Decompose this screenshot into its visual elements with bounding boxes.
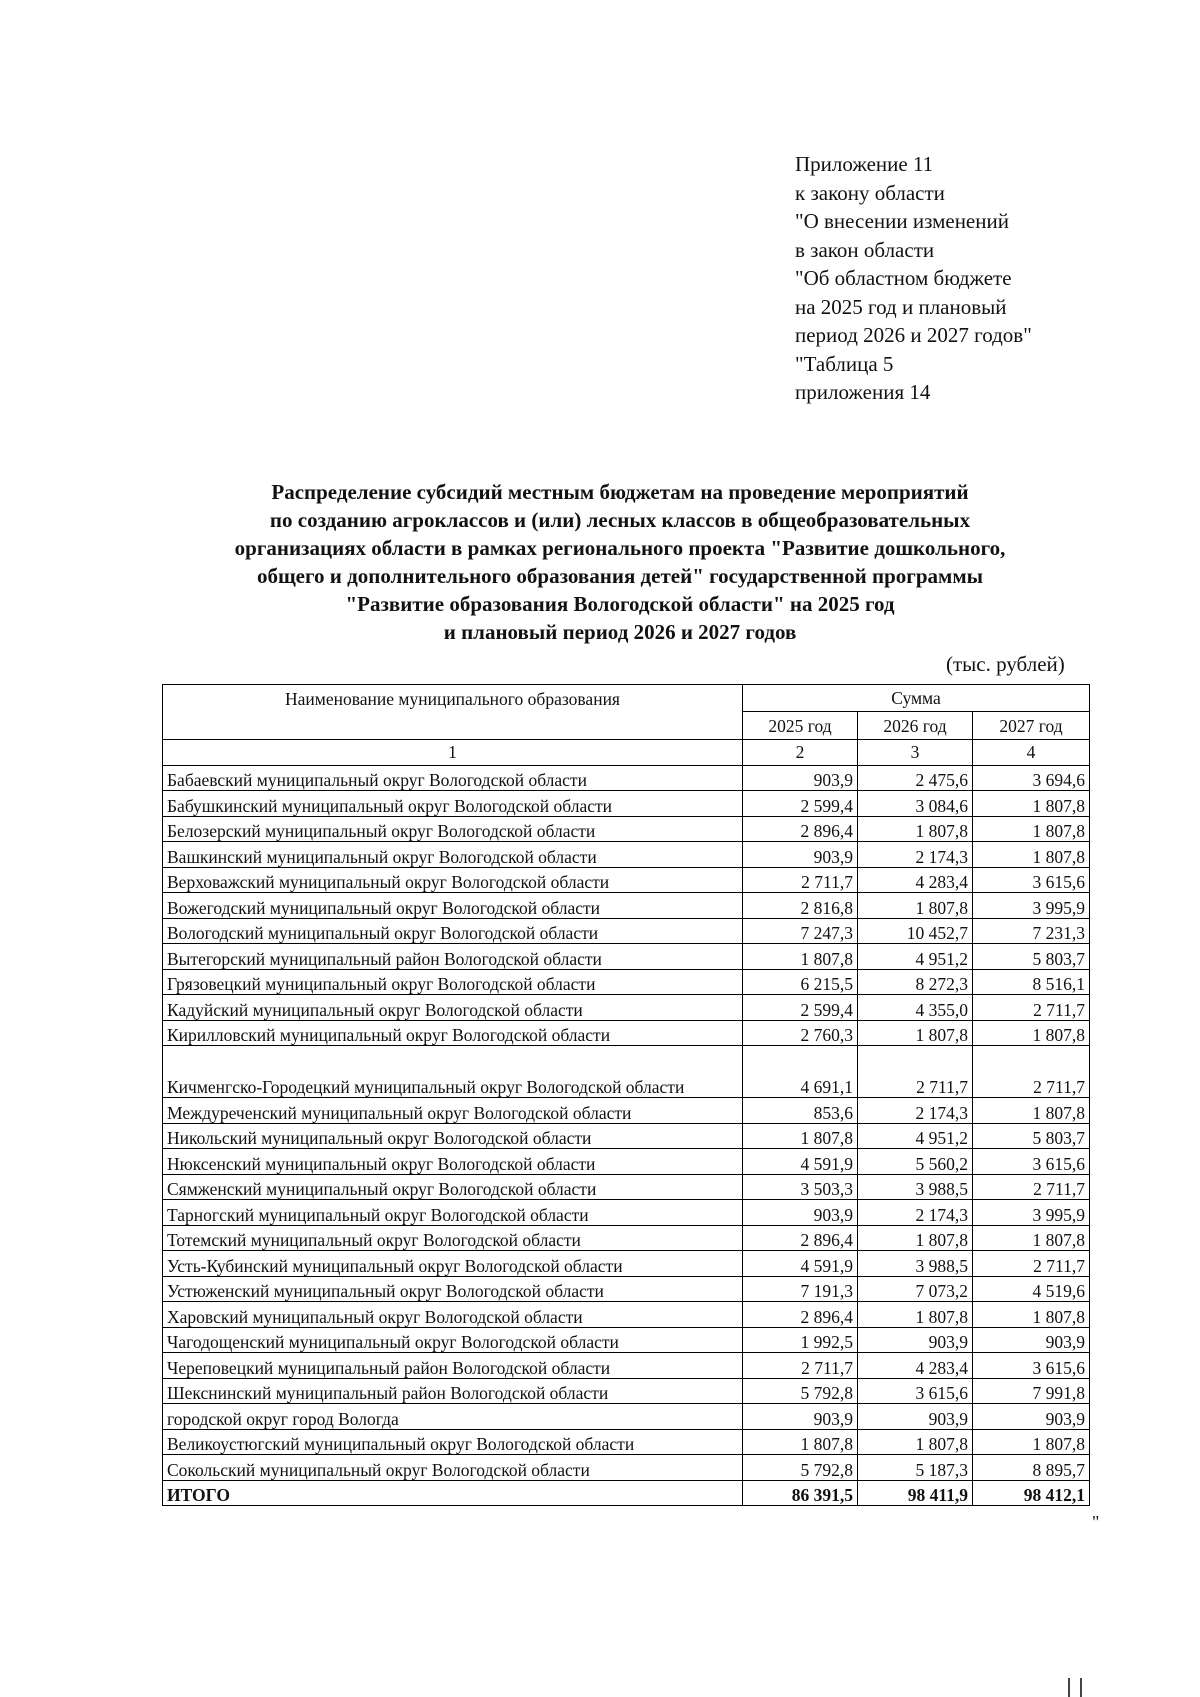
value-2026: 8 272,3	[858, 969, 973, 995]
title-line: "Развитие образования Вологодской области" на 2025 год	[345, 592, 895, 616]
municipality-name: Чагодощенский муниципальный округ Вологодской области	[163, 1327, 743, 1353]
municipality-name: Кадуйский муниципальный округ Вологодской области	[163, 995, 743, 1021]
table-row	[163, 1020, 1090, 1046]
value-2026: 1 807,8	[858, 1020, 973, 1046]
value-2026: 10 452,7	[858, 918, 973, 944]
value-2026: 3 615,6	[858, 1378, 973, 1404]
appendix-line: "Об областном бюджете	[795, 266, 1012, 290]
municipality-name: Усть-Кубинский муниципальный округ Вологодской области	[163, 1251, 743, 1277]
value-2025: 5 792,8	[743, 1378, 858, 1404]
appendix-line: "О внесении изменений	[795, 209, 1009, 233]
value-2027: 5 803,7	[973, 944, 1090, 970]
title-line: общего и дополнительного образования детей" государственной программы	[256, 564, 984, 588]
header-sum: Сумма	[743, 685, 1090, 712]
municipality-name: Череповецкий муниципальный район Вологодской области	[163, 1353, 743, 1379]
table-row	[163, 969, 1090, 995]
value-2025: 4 591,9	[743, 1149, 858, 1175]
value-2026: 3 988,5	[858, 1251, 973, 1277]
table-row	[163, 1302, 1090, 1328]
table-row	[163, 1174, 1090, 1200]
value-2026: 4 355,0	[858, 995, 973, 1021]
table-row	[163, 1149, 1090, 1175]
table-row	[163, 1098, 1090, 1124]
municipality-name: городской округ город Вологда	[163, 1404, 743, 1430]
table-row	[163, 1429, 1090, 1455]
title-line: и плановый период 2026 и 2027 годов	[443, 620, 797, 644]
value-2027: 1 807,8	[973, 842, 1090, 868]
table-row	[163, 1404, 1090, 1430]
value-2027: 3 615,6	[973, 1149, 1090, 1175]
value-2026: 1 807,8	[858, 1429, 973, 1455]
value-2025: 3 503,3	[743, 1174, 858, 1200]
table-body	[163, 765, 1090, 1506]
municipality-name: Вожегодский муниципальный округ Вологодской области	[163, 893, 743, 919]
value-2025: 903,9	[743, 1404, 858, 1430]
units-label: (тыс. рублей)	[946, 652, 1065, 676]
value-2026: 2 174,3	[858, 842, 973, 868]
value-2026: 1 807,8	[858, 1225, 973, 1251]
table-row	[163, 1353, 1090, 1379]
appendix-line: на 2025 год и плановый	[795, 294, 1007, 319]
municipality-name: Бабаевский муниципальный округ Вологодской области	[163, 765, 743, 791]
col-number-3: 3	[858, 740, 973, 766]
value-2025: 7 247,3	[743, 918, 858, 944]
col-number-4: 4	[973, 740, 1090, 766]
municipality-name: Нюксенский муниципальный округ Вологодской области	[163, 1149, 743, 1175]
municipality-name: Белозерский муниципальный округ Вологодской области	[163, 816, 743, 842]
municipality-name: Шекснинский муниципальный район Вологодской области	[163, 1378, 743, 1404]
value-2027: 2 711,7	[973, 1251, 1090, 1277]
value-2025: 2 599,4	[743, 995, 858, 1021]
municipality-name: Устюженский муниципальный округ Вологодской области	[163, 1276, 743, 1302]
total-label: ИТОГО	[163, 1480, 743, 1506]
table-row	[163, 1046, 1090, 1098]
value-2025: 2 711,7	[743, 1353, 858, 1379]
value-2025: 2 599,4	[743, 791, 858, 817]
value-2027: 1 807,8	[973, 1225, 1090, 1251]
total-row	[163, 1480, 1090, 1506]
value-2026: 4 951,2	[858, 944, 973, 970]
value-2025: 4 591,9	[743, 1251, 858, 1277]
subsidy-table	[162, 684, 1090, 1506]
value-2027: 1 807,8	[973, 791, 1090, 817]
value-2027: 1 807,8	[973, 1429, 1090, 1455]
municipality-name: Харовский муниципальный округ Вологодской области	[163, 1302, 743, 1328]
value-2025: 2 760,3	[743, 1020, 858, 1046]
total-2027: 98 412,1	[973, 1480, 1090, 1506]
value-2027: 5 803,7	[973, 1123, 1090, 1149]
value-2026: 1 807,8	[858, 893, 973, 919]
value-2025: 1 807,8	[743, 1123, 858, 1149]
value-2027: 2 711,7	[973, 1046, 1090, 1098]
appendix-line: Приложение 11	[795, 152, 934, 176]
value-2025: 853,6	[743, 1098, 858, 1124]
value-2027: 3 694,6	[973, 765, 1090, 791]
value-2026: 2 174,3	[858, 1200, 973, 1226]
value-2026: 2 711,7	[858, 1046, 973, 1098]
table-row	[163, 791, 1090, 817]
value-2026: 903,9	[858, 1327, 973, 1353]
table-row	[163, 1200, 1090, 1226]
value-2027: 1 807,8	[973, 1020, 1090, 1046]
value-2027: 3 615,6	[973, 1353, 1090, 1379]
value-2025: 1 807,8	[743, 944, 858, 970]
value-2025: 6 215,5	[743, 969, 858, 995]
title-line: Распределение субсидий местным бюджетам на проведение мероприятий	[271, 480, 969, 504]
header-name	[163, 685, 743, 740]
header-year-2025: 2025 год	[743, 712, 858, 740]
value-2026: 903,9	[858, 1404, 973, 1430]
value-2025: 2 711,7	[743, 867, 858, 893]
value-2027: 903,9	[973, 1327, 1090, 1353]
title-line: организациях области в рамках регионального проекта "Развитие дошкольного,	[234, 536, 1006, 560]
table-row	[163, 816, 1090, 842]
value-2026: 5 560,2	[858, 1149, 973, 1175]
value-2026: 1 807,8	[858, 816, 973, 842]
value-2027: 1 807,8	[973, 1302, 1090, 1328]
appendix-line: к закону области	[795, 180, 945, 205]
appendix-line: приложения 14	[795, 380, 931, 404]
table-row	[163, 944, 1090, 970]
value-2025: 1 807,8	[743, 1429, 858, 1455]
municipality-name: Никольский муниципальный округ Вологодской области	[163, 1123, 743, 1149]
value-2025: 2 896,4	[743, 816, 858, 842]
col-number-2: 2	[743, 740, 858, 766]
value-2027: 8 516,1	[973, 969, 1090, 995]
value-2025: 903,9	[743, 1200, 858, 1226]
value-2026: 1 807,8	[858, 1302, 973, 1328]
table-row	[163, 867, 1090, 893]
value-2027: 1 807,8	[973, 1098, 1090, 1124]
table-row	[163, 1123, 1090, 1149]
value-2026: 4 951,2	[858, 1123, 973, 1149]
table-row	[163, 842, 1090, 868]
value-2025: 2 896,4	[743, 1302, 858, 1328]
value-2025: 903,9	[743, 842, 858, 868]
value-2027: 3 995,9	[973, 893, 1090, 919]
value-2027: 7 231,3	[973, 918, 1090, 944]
document-title	[170, 478, 1070, 646]
municipality-name: Верховажский муниципальный округ Вологодской области	[163, 867, 743, 893]
value-2025: 7 191,3	[743, 1276, 858, 1302]
value-2026: 4 283,4	[858, 1353, 973, 1379]
end-quote: "	[1092, 1512, 1100, 1532]
value-2026: 2 475,6	[858, 765, 973, 791]
value-2026: 4 283,4	[858, 867, 973, 893]
value-2027: 4 519,6	[973, 1276, 1090, 1302]
header-year-2027: 2027 год	[973, 712, 1090, 740]
appendix-line: "Таблица 5	[795, 351, 894, 376]
scan-mark	[1068, 1678, 1082, 1697]
value-2025: 903,9	[743, 765, 858, 791]
municipality-name: Сокольский муниципальный округ Вологодской области	[163, 1455, 743, 1481]
municipality-name: Тарногский муниципальный округ Вологодской области	[163, 1200, 743, 1226]
value-2025: 1 992,5	[743, 1327, 858, 1353]
table-row	[163, 918, 1090, 944]
total-2026: 98 411,9	[858, 1480, 973, 1506]
value-2027: 1 807,8	[973, 816, 1090, 842]
municipality-name: Сямженский муниципальный округ Вологодской области	[163, 1174, 743, 1200]
value-2027: 3 995,9	[973, 1200, 1090, 1226]
value-2027: 2 711,7	[973, 995, 1090, 1021]
value-2025: 2 896,4	[743, 1225, 858, 1251]
municipality-name: Кирилловский муниципальный округ Вологодской области	[163, 1020, 743, 1046]
table-row	[163, 893, 1090, 919]
header-name-text: Наименование муниципального образования	[285, 689, 620, 709]
value-2025: 4 691,1	[743, 1046, 858, 1098]
value-2026: 2 174,3	[858, 1098, 973, 1124]
total-2025: 86 391,5	[743, 1480, 858, 1506]
municipality-name: Вологодский муниципальный округ Вологодской области	[163, 918, 743, 944]
value-2026: 7 073,2	[858, 1276, 973, 1302]
value-2027: 3 615,6	[973, 867, 1090, 893]
table-row	[163, 995, 1090, 1021]
municipality-name: Вашкинский муниципальный округ Вологодской области	[163, 842, 743, 868]
municipality-name: Грязовецкий муниципальный округ Вологодской области	[163, 969, 743, 995]
appendix-line: в закон области	[795, 237, 935, 262]
value-2027: 7 991,8	[973, 1378, 1090, 1404]
municipality-name: Бабушкинский муниципальный округ Вологодской области	[163, 791, 743, 817]
table-row	[163, 1276, 1090, 1302]
table-row	[163, 1378, 1090, 1404]
table-row	[163, 765, 1090, 791]
municipality-name: Тотемский муниципальный округ Вологодской области	[163, 1225, 743, 1251]
municipality-name: Вытегорский муниципальный район Вологодской области	[163, 944, 743, 970]
table-row	[163, 1225, 1090, 1251]
table-row	[163, 1455, 1090, 1481]
table-row	[163, 1251, 1090, 1277]
municipality-name: Великоустюгский муниципальный округ Вологодской области	[163, 1429, 743, 1455]
municipality-name: Кичменгско-Городецкий муниципальный округ Вологодской области	[163, 1046, 743, 1098]
appendix-line: период 2026 и 2027 годов"	[795, 323, 1032, 347]
title-line: по созданию агроклассов и (или) лесных классов в общеобразовательных	[269, 508, 971, 532]
municipality-name: Междуреченский муниципальный округ Вологодской области	[163, 1098, 743, 1124]
value-2026: 5 187,3	[858, 1455, 973, 1481]
header-year-2026: 2026 год	[858, 712, 973, 740]
value-2026: 3 988,5	[858, 1174, 973, 1200]
table-row	[163, 1327, 1090, 1353]
value-2025: 2 816,8	[743, 893, 858, 919]
value-2025: 5 792,8	[743, 1455, 858, 1481]
value-2026: 3 084,6	[858, 791, 973, 817]
value-2027: 2 711,7	[973, 1174, 1090, 1200]
value-2027: 903,9	[973, 1404, 1090, 1430]
appendix-block	[795, 150, 1032, 407]
value-2027: 8 895,7	[973, 1455, 1090, 1481]
col-number-1: 1	[163, 740, 743, 766]
